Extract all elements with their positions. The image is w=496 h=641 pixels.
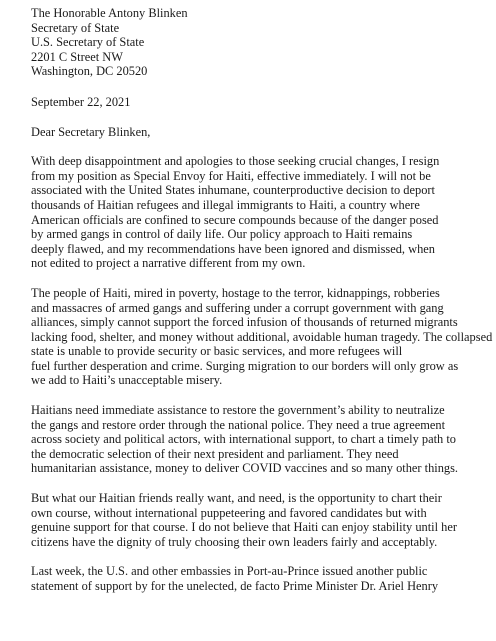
address-line: The Honorable Antony Blinken: [31, 6, 188, 20]
text-line: lacking food, shelter, and money without additional, avoidable human tragedy. The collapsed: [31, 329, 493, 344]
text-line: thousands of Haitian refugees and illegal immigrants to Haiti, a country where: [31, 197, 420, 212]
text-line: and massacres of armed gangs and suffering under a corrupt government with gang: [31, 300, 444, 315]
text-line: associated with the United States inhumane, counterproductive decision to deport: [31, 183, 435, 198]
text-line: we add to Haiti’s unacceptable misery.: [31, 373, 223, 388]
text-line: But what our Haitian friends really want, and need, is the opportunity to chart their: [31, 491, 442, 506]
text-line: citizens have the dignity of truly choosing their own leaders fairly and acceptably.: [31, 534, 438, 549]
paragraph-5: [31, 564, 491, 593]
paragraph-3: [31, 403, 491, 476]
text-line: fuel further desperation and crime. Surging migration to our borders will only grow as: [31, 358, 459, 373]
text-line: across society and political actors, with international support, to chart a timely path to: [31, 432, 456, 447]
letter-date: September 22, 2021: [31, 94, 131, 109]
paragraph-2: [31, 286, 491, 388]
text-line: humanitarian assistance, money to deliver COVID vaccines and so many other things.: [31, 461, 459, 476]
text-line: statement of support by for the unelected, de facto Prime Minister Dr. Ariel Henry: [31, 579, 439, 593]
text-line: the democratic selection of their next president and parliament. They need: [31, 446, 399, 461]
text-line: American officials are confined to secure compounds because of the danger posed: [31, 212, 439, 227]
letter-page: [31, 6, 491, 594]
address-line: U.S. Secretary of State: [31, 35, 145, 50]
text-line: by armed gangs in control of daily life. Our policy approach to Haiti remains: [31, 227, 413, 242]
address-line: 2201 C Street NW: [31, 49, 123, 64]
text-line: deeply flawed, and my recommendations have been ignored and dismissed, when: [31, 241, 435, 256]
recipient-address: [31, 6, 491, 79]
salutation: Dear Secretary Blinken,: [31, 124, 151, 139]
text-line: own course, without international puppeteering and favored candidates but with: [31, 505, 427, 520]
paragraph-4: [31, 491, 491, 549]
address-line: Washington, DC 20520: [31, 64, 148, 79]
text-line: Haitians need immediate assistance to restore the government’s ability to neutralize: [31, 403, 445, 418]
text-line: alliances, simply cannot support the forced infusion of thousands of returned migrants: [31, 315, 458, 330]
text-line: not edited to project a narrative different from my own.: [31, 256, 306, 271]
text-line: from my position as Special Envoy for Haiti, effective immediately. I will not be: [31, 168, 431, 183]
text-line: With deep disappointment and apologies to those seeking crucial changes, I resign: [31, 154, 440, 169]
address-line: Secretary of State: [31, 20, 120, 35]
text-line: The people of Haiti, mired in poverty, hostage to the terror, kidnappings, robberies: [31, 285, 440, 300]
text-line: genuine support for that course. I do not believe that Haiti can enjoy stability until her: [31, 520, 457, 535]
text-line: the gangs and restore order through the national police. They need a true agreement: [31, 417, 446, 432]
text-line: Last week, the U.S. and other embassies in Port-au-Prince issued another public: [31, 564, 428, 579]
paragraph-1: [31, 154, 491, 271]
text-line: state is unable to provide security or basic services, and more refugees will: [31, 344, 403, 359]
